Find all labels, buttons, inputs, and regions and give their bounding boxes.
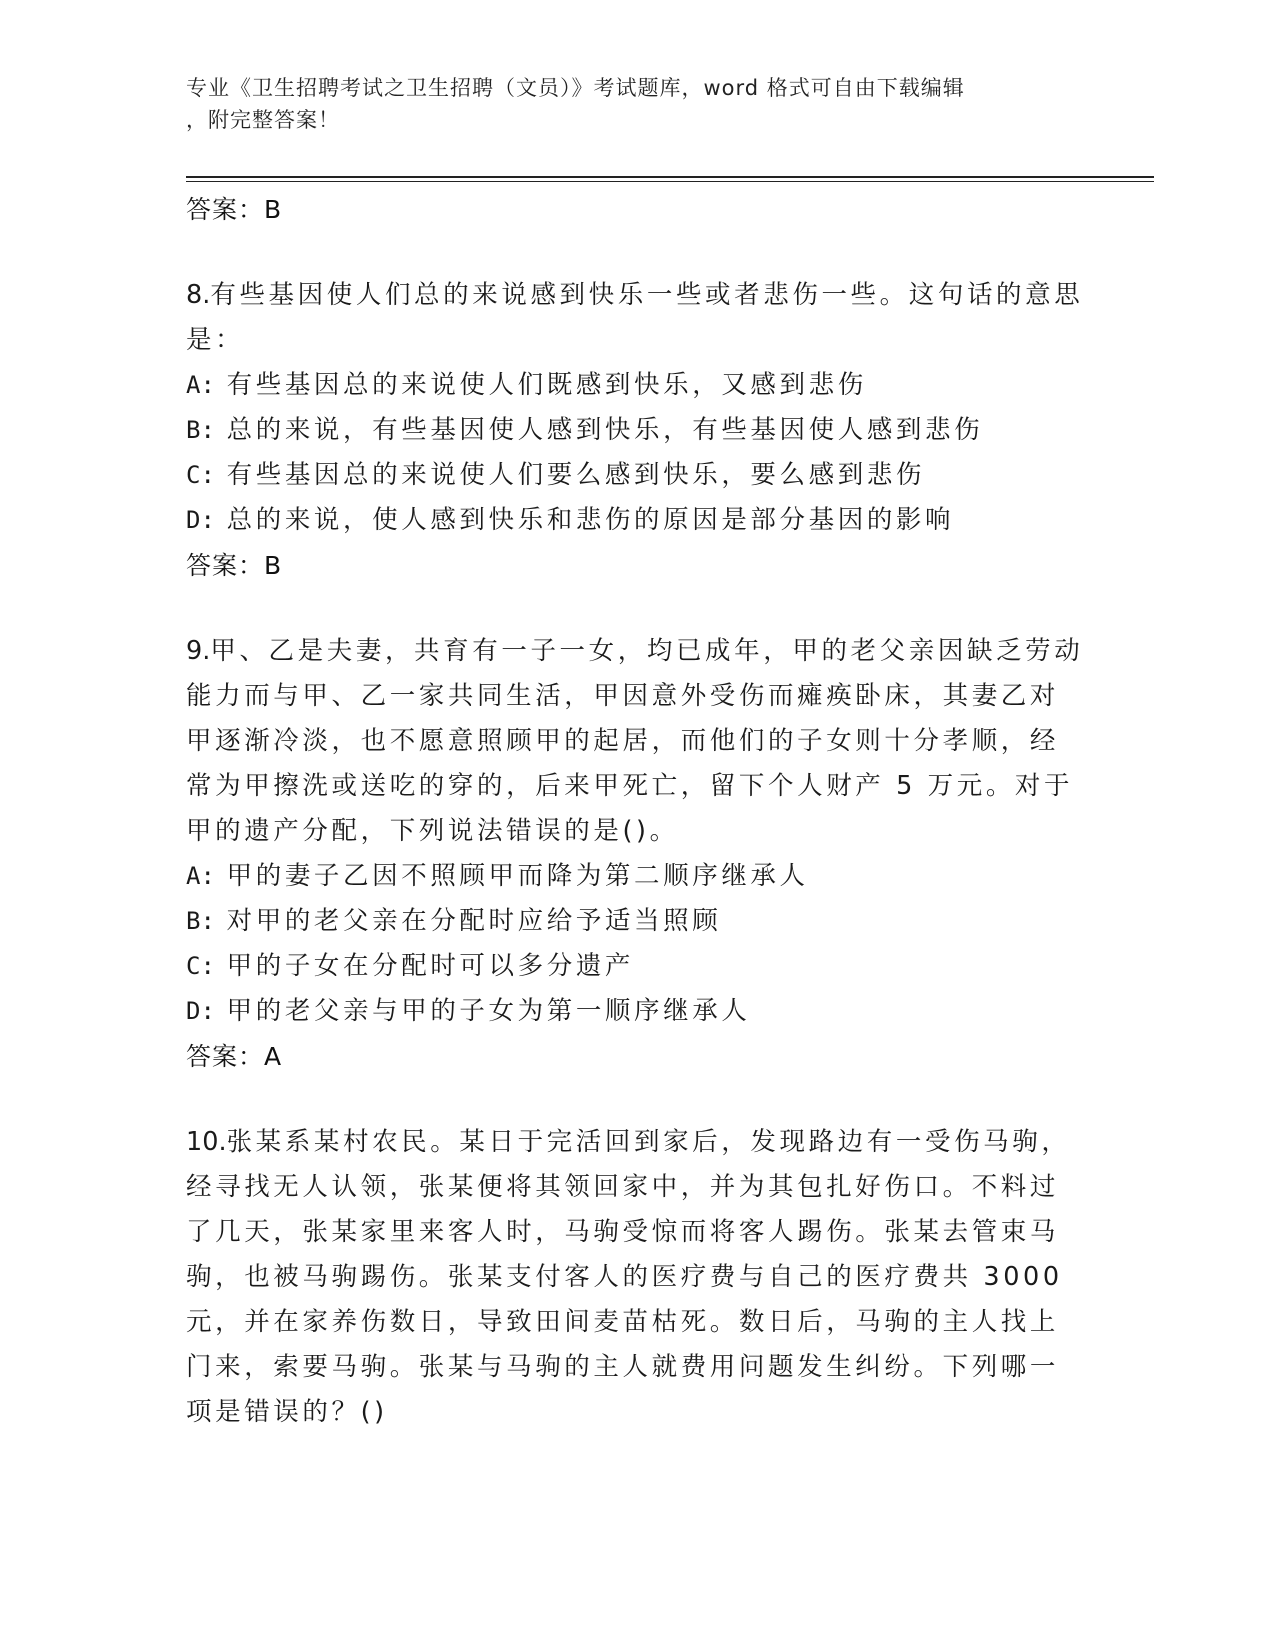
- option-a: [186, 854, 1086, 899]
- question-9: [186, 629, 1086, 1080]
- option-a: [186, 363, 1086, 408]
- question-number: 8.: [186, 280, 211, 310]
- option-text: 甲的子女在分配时可以多分遗产: [226, 951, 635, 981]
- option-text: 总的来说，使人感到快乐和悲伤的原因是部分基因的影响: [226, 505, 955, 535]
- option-text: 对甲的老父亲在分配时应给予适当照顾: [226, 906, 722, 936]
- option-letter: C:: [186, 952, 215, 980]
- option-letter: A:: [186, 862, 215, 890]
- question-list: [186, 187, 1086, 1435]
- option-d: [186, 989, 1086, 1034]
- option-text: 有些基因总的来说使人们要么感到快乐，要么感到悲伤: [226, 460, 926, 490]
- option-letter: C:: [186, 461, 215, 489]
- header-rule-thick: [186, 176, 1154, 178]
- option-b: [186, 899, 1086, 944]
- option-c: [186, 453, 1086, 498]
- option-letter: B:: [186, 907, 215, 935]
- question-stem: [186, 629, 1086, 854]
- option-letter: A:: [186, 371, 215, 399]
- option-letter: D:: [186, 506, 215, 534]
- previous-question-answer: 答案：B: [186, 195, 283, 224]
- question-text: 甲、乙是夫妻，共育有一子一女，均已成年，甲的老父亲因缺乏劳动能力而与甲、乙一家共同生活，甲因意外受伤而瘫痪卧床，其妻乙对甲逐渐冷淡，也不愿意照顾甲的起居，而他们的子女则十分孝顺，经常为甲擦洗或送吃的穿的，后来甲死亡，留下个人财产 5 万元。对于甲的遗产分配，下列说法错误的是()。: [186, 636, 1084, 846]
- header-line-1: 专业《卫生招聘考试之卫生招聘（文员）》考试题库，word 格式可自由下载编辑: [186, 76, 965, 100]
- question-stem: [186, 1120, 1086, 1435]
- question-text: 有些基因使人们总的来说感到快乐一些或者悲伤一些。这句话的意思是：: [186, 280, 1084, 355]
- option-text: 甲的妻子乙因不照顾甲而降为第二顺序继承人: [226, 861, 809, 891]
- question-text: 张某系某村农民。某日于完活回到家后，发现路边有一受伤马驹，经寻找无人认领，张某便将其领回家中，并为其包扎好伤口。不料过了几天，张某家里来客人时，马驹受惊而将客人踢伤。张某去管束马驹，也被马驹踢伤。张某支付客人的医疗费与自己的医疗费共 3000 元，并在家养伤数日，导致田间麦苗枯死。数日后，马驹的主人找上门来，索要马驹。张某与马驹的主人就费用问题发生纠纷。下列哪一项是错误的？(): [186, 1127, 1071, 1427]
- option-c: [186, 944, 1086, 989]
- page-header: [186, 72, 1066, 136]
- option-d: [186, 498, 1086, 543]
- question-answer: 答案：B: [186, 551, 283, 580]
- option-text: 有些基因总的来说使人们既感到快乐，又感到悲伤: [226, 370, 867, 400]
- header-line-2: ，附完整答案！: [186, 108, 340, 132]
- question-answer: 答案：A: [186, 1042, 283, 1071]
- question-stem: [186, 273, 1086, 363]
- option-letter: D:: [186, 997, 215, 1025]
- option-list: [186, 854, 1086, 1034]
- option-list: [186, 363, 1086, 543]
- option-letter: B:: [186, 416, 215, 444]
- option-text: 总的来说，有些基因使人感到快乐，有些基因使人感到悲伤: [226, 415, 984, 445]
- question-number: 10.: [186, 1127, 227, 1157]
- question-8: [186, 273, 1086, 589]
- question-number: 9.: [186, 636, 211, 666]
- header-rule-thin: [186, 181, 1154, 182]
- option-b: [186, 408, 1086, 453]
- question-10: [186, 1120, 1086, 1435]
- option-text: 甲的老父亲与甲的子女为第一顺序继承人: [226, 996, 751, 1026]
